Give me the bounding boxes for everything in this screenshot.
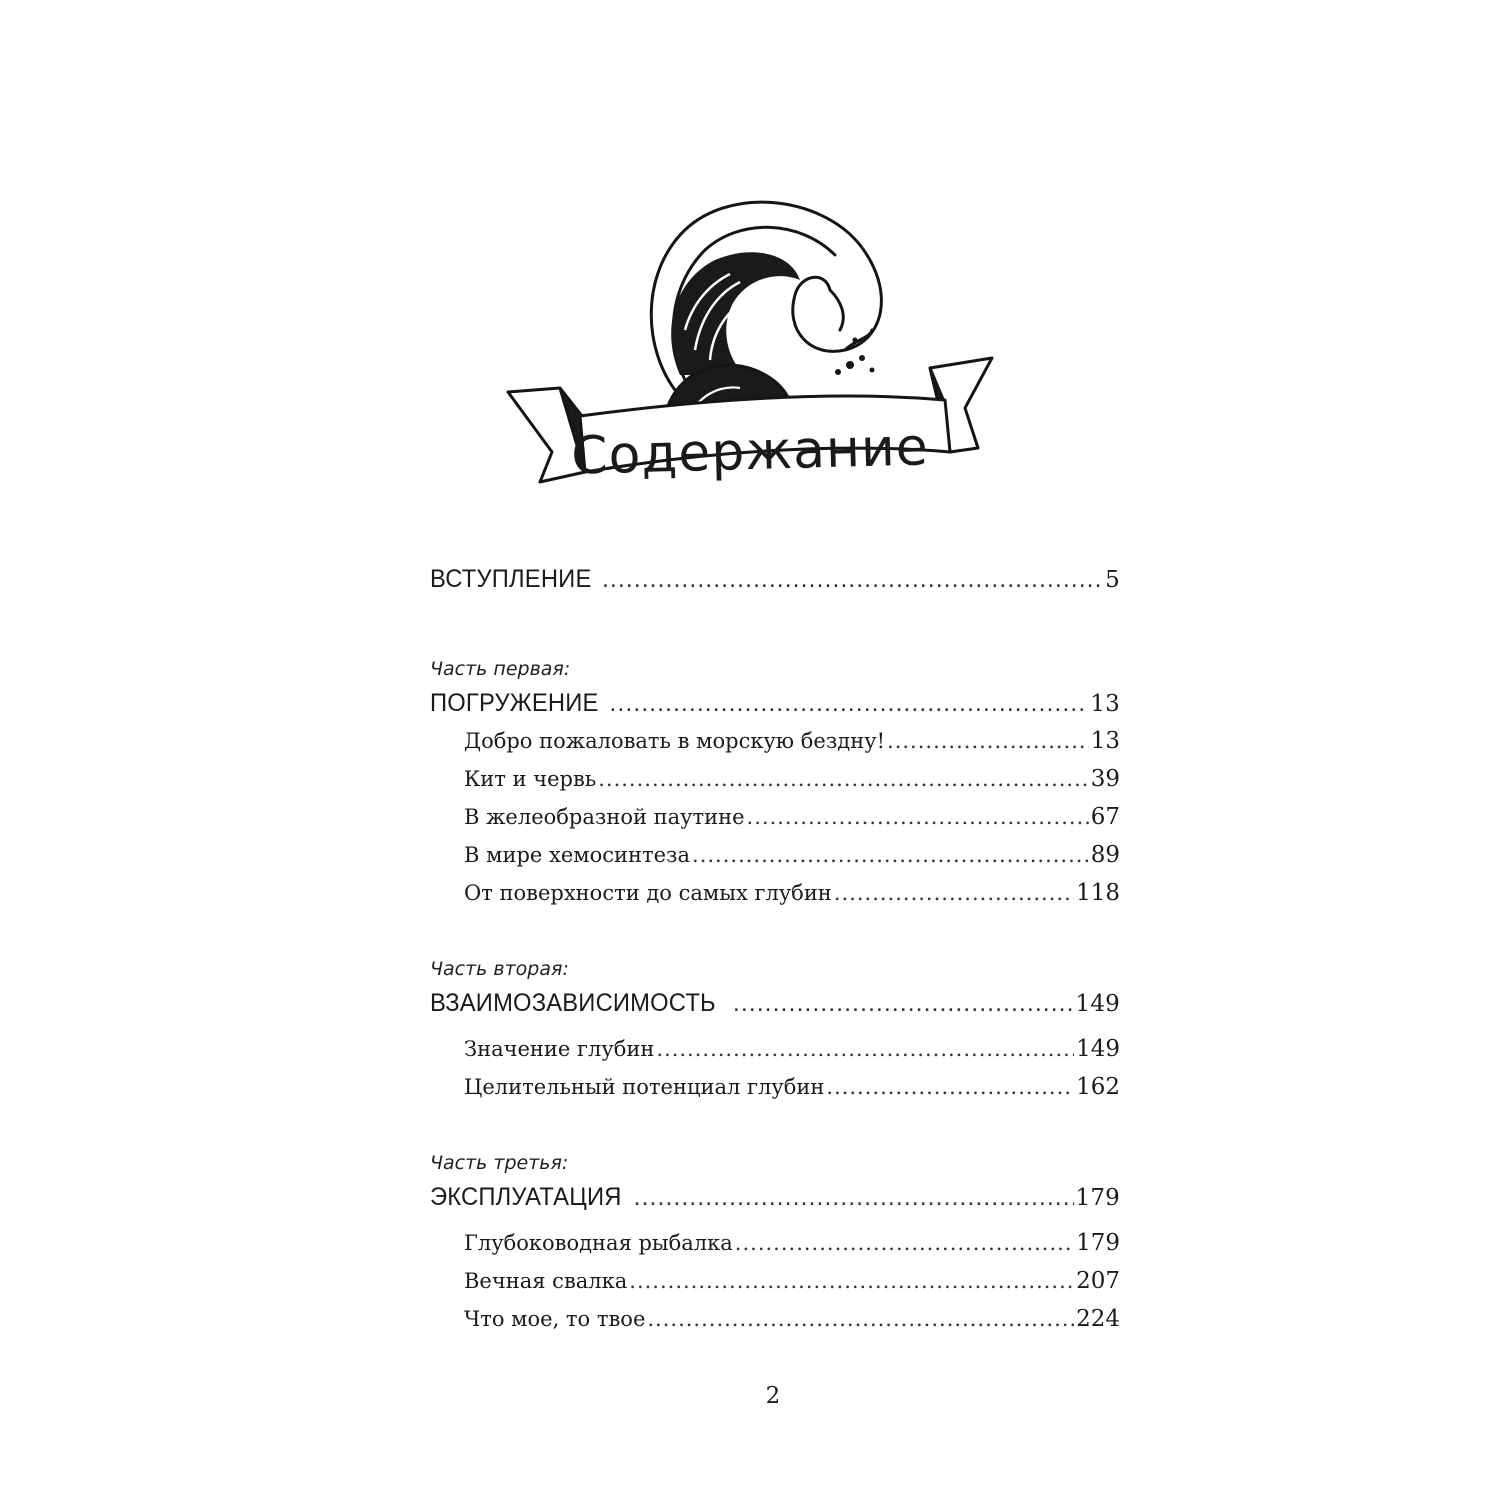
entry-label: Вечная свалка — [464, 1269, 628, 1293]
toc-entry-intro[interactable] — [430, 560, 1120, 598]
dot-leader — [598, 760, 1088, 798]
dot-leader — [747, 798, 1089, 836]
toc-entry-chapter[interactable] — [430, 1300, 1120, 1338]
dot-leader — [647, 1300, 1074, 1338]
toc-entry-chapter[interactable] — [430, 1068, 1120, 1106]
page-number: 2 — [765, 1383, 781, 1409]
toc-entry-chapter[interactable] — [430, 874, 1120, 912]
part-label: Часть первая: — [430, 658, 571, 680]
dot-leader — [735, 1224, 1074, 1262]
dot-leader — [826, 1068, 1074, 1106]
part-label: Часть вторая: — [430, 958, 569, 980]
entry-page: 179 — [1075, 1185, 1120, 1211]
entry-page: 67 — [1090, 804, 1120, 830]
entry-label: Целительный потенциал глубин — [464, 1075, 825, 1099]
entry-label: ВЗАИМОЗАВИСИМОСТЬ — [430, 989, 716, 1017]
entry-label: ПОГРУЖЕНИЕ — [430, 689, 599, 717]
heading-emblem — [500, 190, 1000, 510]
entry-label: Кит и червь — [464, 767, 597, 791]
entry-label: От поверхности до самых глубин — [464, 881, 832, 905]
entry-page: 13 — [1090, 691, 1120, 717]
entry-label: Добро пожаловать в морскую бездну! — [464, 729, 886, 753]
dot-leader — [609, 684, 1088, 722]
part-label: Часть третья: — [430, 1152, 569, 1174]
entry-page: 39 — [1090, 766, 1120, 792]
dot-leader — [629, 1262, 1074, 1300]
entry-page: 207 — [1076, 1268, 1120, 1294]
entry-label: В желеобразной паутине — [464, 805, 745, 829]
entry-page: 149 — [1076, 1036, 1120, 1062]
toc-entry-section[interactable] — [430, 684, 1120, 722]
dot-leader — [887, 722, 1089, 760]
toc-entry-chapter[interactable] — [430, 1224, 1120, 1262]
entry-label: ЭКСПЛУАТАЦИЯ — [430, 1183, 622, 1211]
toc-entry-chapter[interactable] — [430, 760, 1120, 798]
toc-entry-chapter[interactable] — [430, 1262, 1120, 1300]
entry-page: 224 — [1076, 1306, 1120, 1332]
toc-entry-chapter[interactable] — [430, 798, 1120, 836]
entry-page: 13 — [1090, 728, 1120, 754]
dot-leader — [602, 560, 1103, 598]
dot-leader — [733, 984, 1074, 1022]
toc-entry-chapter[interactable] — [430, 1030, 1120, 1068]
dot-leader — [692, 836, 1089, 874]
toc-entry-section[interactable] — [430, 1178, 1120, 1216]
entry-page: 5 — [1105, 567, 1120, 593]
toc-entry-section[interactable] — [430, 984, 1120, 1022]
dot-leader — [634, 1178, 1074, 1216]
dot-leader — [834, 874, 1074, 912]
toc-entry-chapter[interactable] — [430, 836, 1120, 874]
entry-label: ВСТУПЛЕНИЕ — [430, 565, 592, 593]
entry-page: 162 — [1076, 1074, 1120, 1100]
table-of-contents — [430, 560, 1120, 1338]
entry-page: 89 — [1090, 842, 1120, 868]
page-title: Содержание — [570, 417, 930, 487]
entry-page: 118 — [1076, 880, 1120, 906]
entry-label: Что мое, то твое — [464, 1307, 646, 1331]
entry-page: 179 — [1076, 1230, 1120, 1256]
entry-label: Глубоководная рыбалка — [464, 1231, 733, 1255]
dot-leader — [656, 1030, 1074, 1068]
entry-page: 149 — [1075, 991, 1120, 1017]
entry-label: В мире хемосинтеза — [464, 843, 691, 867]
toc-entry-chapter[interactable] — [430, 722, 1120, 760]
entry-label: Значение глубин — [464, 1037, 655, 1061]
